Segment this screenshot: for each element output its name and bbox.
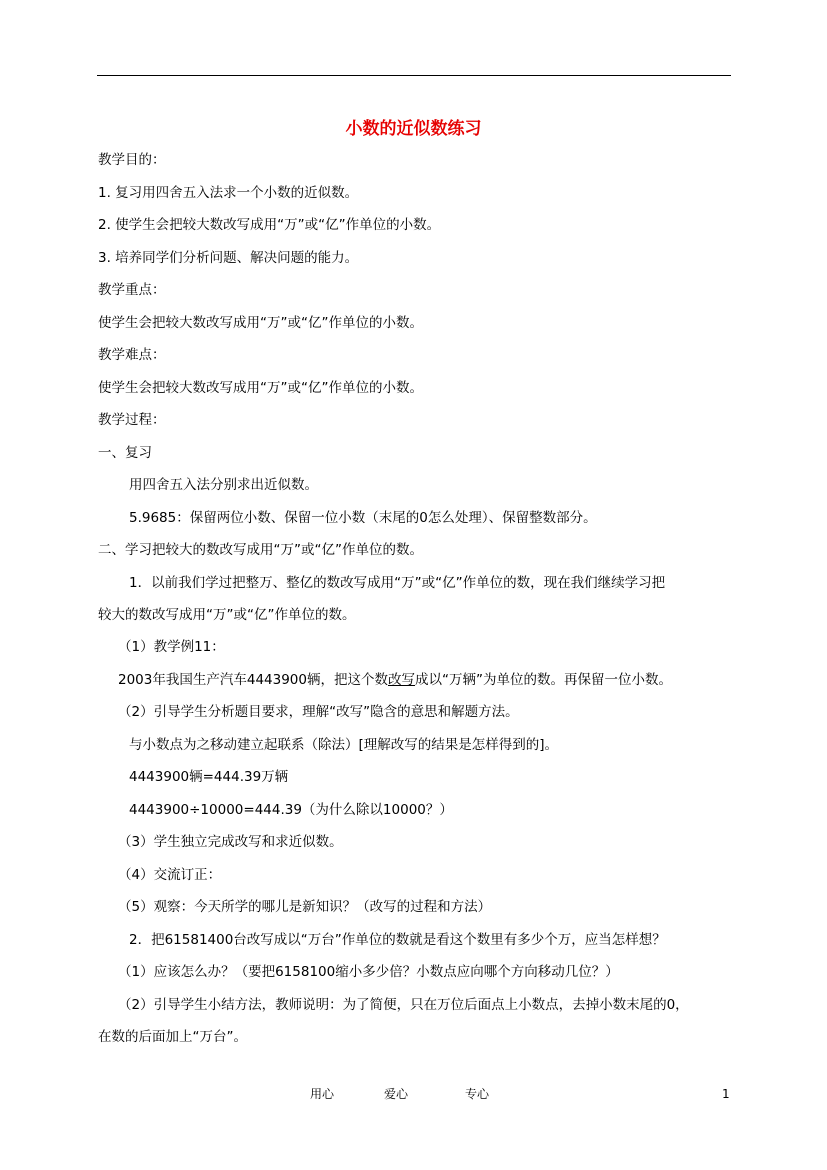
section-heading-difficulties: 教学难点：: [98, 347, 166, 363]
paragraph: 2．把61581400台改写成以“万台”作单位的数就是看这个数里有多少个万，应当怎样想？: [129, 932, 666, 948]
paragraph: 使学生会把较大数改写成用“万”或“亿”作单位的小数。: [98, 315, 423, 331]
paragraph: 用四舍五入法分别求出近似数。: [129, 477, 318, 493]
section-heading-key-points: 教学重点：: [98, 282, 166, 298]
footer-motto: 用心: [310, 1087, 335, 1101]
equation: 4443900辆=444.39万辆: [129, 769, 289, 785]
list-item: （1）应该怎么办？（要把6158100缩小多少倍？小数点应向哪个方向移动几位？）: [118, 964, 619, 980]
example-text-before: 2003年我国生产汽车4443900辆，把这个数: [118, 672, 388, 688]
objective-item: 2. 使学生会把较大数改写成用“万”或“亿”作单位的小数。: [98, 217, 441, 233]
example-text-underlined: 改写: [387, 672, 415, 688]
list-item: （5）观察：今天所学的哪儿是新知识？（改写的过程和方法）: [118, 899, 492, 915]
example-line: [118, 671, 672, 689]
paragraph: 与小数点为之移动建立起联系（除法）[理解改写的结果是怎样得到的]。: [129, 737, 559, 753]
subsection-heading: 一、复习: [98, 445, 152, 461]
list-item: （1）教学例11：: [118, 639, 225, 655]
paragraph: 1．以前我们学过把整万、整亿的数改写成用“万”或“亿”作单位的数，现在我们继续学习把: [129, 575, 666, 591]
paragraph-continuation: 较大的数改写成用“万”或“亿”作单位的数。: [98, 607, 356, 623]
list-item: （3）学生独立完成改写和求近似数。: [118, 834, 343, 850]
section-heading-process: 教学过程：: [98, 412, 166, 428]
paragraph-continuation: 在数的后面加上“万台”。: [98, 1029, 247, 1045]
page-number: 1: [722, 1087, 730, 1101]
footer-motto: 专心: [465, 1087, 490, 1101]
header-rule: [97, 75, 731, 76]
page-title: 小数的近似数练习: [345, 119, 482, 139]
footer-motto: 爱心: [384, 1087, 409, 1101]
paragraph: 使学生会把较大数改写成用“万”或“亿”作单位的小数。: [98, 380, 423, 396]
list-item: （2）引导学生分析题目要求，理解“改写”隐含的意思和解题方法。: [118, 704, 519, 720]
paragraph: 5.9685：保留两位小数、保留一位小数（末尾的0怎么处理）、保留整数部分。: [129, 510, 597, 526]
list-item: （4）交流订正：: [118, 867, 222, 883]
equation: 4443900÷10000=444.39（为什么除以10000？）: [129, 802, 453, 818]
section-heading-objectives: 教学目的：: [98, 152, 166, 168]
objective-item: 3. 培养同学们分析问题、解决问题的能力。: [98, 250, 359, 266]
list-item: （2）引导学生小结方法，教师说明：为了简便，只在万位后面点上小数点，去掉小数末尾的0，: [118, 997, 689, 1013]
example-text-after: 成以“万辆”为单位的数。再保留一位小数。: [414, 672, 672, 688]
objective-item: 1. 复习用四舍五入法求一个小数的近似数。: [98, 185, 359, 201]
subsection-heading: 二、学习把较大的数改写成用“万”或“亿”作单位的数。: [98, 542, 423, 558]
